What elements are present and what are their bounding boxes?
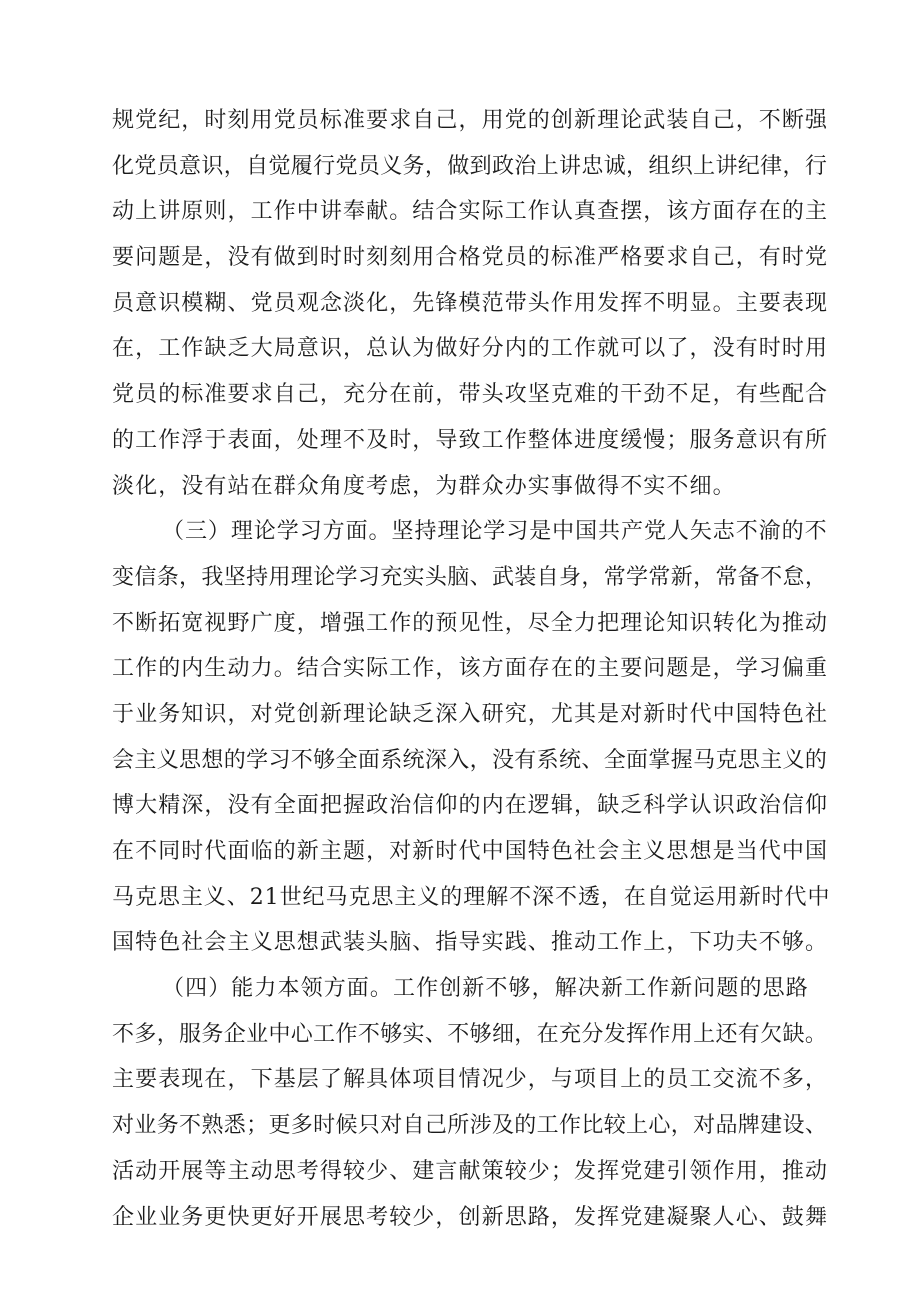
text-line: 规党纪，时刻用党员标准要求自己，用党的创新理论武装自己，不断强	[112, 108, 829, 133]
text-line: 不断拓宽视野广度，增强工作的预见性，尽全力把理论知识转化为推动	[112, 610, 829, 636]
text-line: 会主义思想的学习不够全面系统深入，没有系统、全面掌握马克思主义的	[112, 747, 828, 773]
text-line: 淡化，没有站在群众角度考虑，为群众办实事做得不实不细。	[112, 473, 736, 499]
text-line: 动上讲原则，工作中讲奉献。结合实际工作认真查摆，该方面存在的主	[112, 199, 829, 225]
text-line: 博大精深，没有全面把握政治信仰的内在逻辑，缺乏科学认识政治信仰	[112, 793, 829, 819]
text-line: 活动开展等主动思考得较少、建言献策较少；发挥党建引领作用，推动	[112, 1158, 829, 1184]
text-line: 国特色社会主义思想武装头脑、指导实践、推动工作上，下功夫不够。	[112, 930, 829, 956]
text-line: 在，工作缺乏大局意识，总认为做好分内的工作就可以了，没有时时用	[112, 336, 829, 362]
text-line: 工作的内生动力。结合实际工作，该方面存在的主要问题是，学习偏重	[112, 656, 829, 682]
text-line: 的工作浮于表面，处理不及时，导致工作整体进度缓慢；服务意识有所	[112, 427, 829, 453]
text-line: 化党员意识，自觉履行党员义务，做到政治上讲忠诚，组织上讲纪律，行	[112, 153, 828, 179]
text-line: 不多，服务企业中心工作不够实、不够细，在充分发挥作用上还有欠缺。	[112, 1021, 828, 1047]
section-heading-line: （四）能力本领方面。工作创新不够，解决新工作新问题的思路	[162, 976, 809, 1002]
text-line: 对业务不熟悉；更多时候只对自己所涉及的工作比较上心，对品牌建设、	[112, 1113, 828, 1139]
section-heading-line: （三）理论学习方面。坚持理论学习是中国共产党人矢志不渝的不	[162, 519, 828, 545]
text-line: 于业务知识，对党创新理论缺乏深入研究，尤其是对新时代中国特色社	[112, 701, 829, 727]
text-line: 变信条，我坚持用理论学习充实头脑、武装自身，常学常新，常备不怠，	[112, 564, 828, 590]
text-line: 在不同时代面临的新主题，对新时代中国特色社会主义思想是当代中国	[112, 839, 829, 864]
text-line: 党员的标准要求自己，充分在前，带头攻坚克难的干劲不足，有些配合	[112, 382, 829, 408]
text-line: 要问题是，没有做到时时刻刻用合格党员的标准严格要求自己，有时党	[112, 245, 829, 271]
text-line: 马克思主义、21世纪马克思主义的理解不深不透，在自觉运用新时代中	[112, 884, 831, 910]
text-line: 员意识模糊、党员观念淡化，先锋模范带头作用发挥不明显。主要表现	[112, 290, 829, 316]
text-line: 企业业务更快更好开展思考较少，创新思路，发挥党建凝聚人心、鼓舞	[112, 1204, 829, 1230]
text-line: 主要表现在，下基层了解具体项目情况少，与项目上的员工交流不多，	[112, 1067, 829, 1093]
document-body	[112, 98, 831, 1240]
